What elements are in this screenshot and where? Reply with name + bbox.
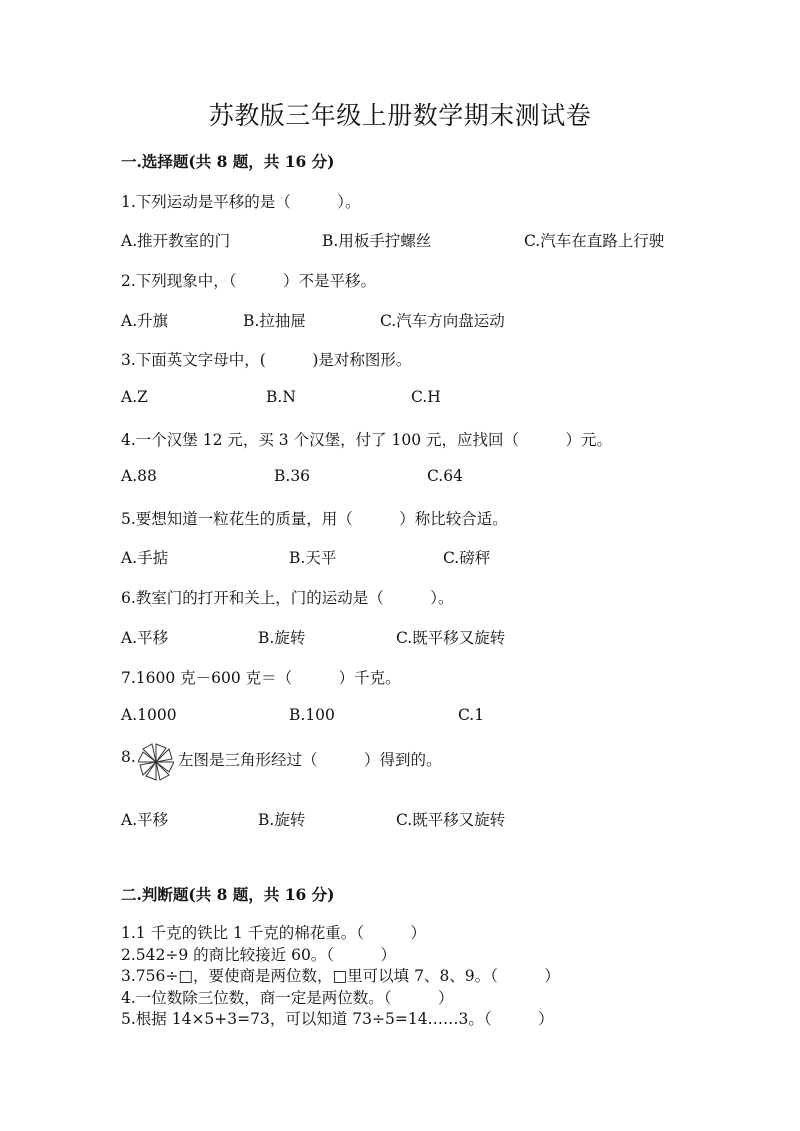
option-2a: A.升旗 <box>121 312 169 330</box>
question-7: 7.1600 克－600 克＝（ ）千克。 <box>121 669 401 687</box>
option-1b: B.用板手拧螺丝 <box>322 232 432 250</box>
option-6b: B.旋转 <box>258 629 306 647</box>
option-8c: C.既平移又旋转 <box>396 811 506 829</box>
option-3c: C.H <box>411 388 441 406</box>
option-2b: B.拉抽屉 <box>243 312 306 330</box>
question-8: 左图是三角形经过（ ）得到的。 <box>178 751 442 769</box>
question-1: 1.下列运动是平移的是（ ）。 <box>121 193 361 211</box>
option-5c: C.磅秤 <box>443 549 491 567</box>
option-7b: B.100 <box>289 706 335 724</box>
question-8-number: 8. <box>121 748 136 766</box>
option-3a: A.Z <box>121 388 148 406</box>
judgement-item-5: 5.根据 14×5+3=73，可以知道 73÷5=14……3。（ ） <box>121 1010 554 1028</box>
question-4: 4.一个汉堡 12 元，买 3 个汉堡，付了 100 元，应找回（ ）元。 <box>121 431 613 449</box>
section-heading-judgement: 二.判断题(共 8 题，共 16 分) <box>121 885 335 904</box>
option-6a: A.平移 <box>121 629 169 647</box>
option-1c: C.汽车在直路上行驶 <box>524 232 665 250</box>
option-7a: A.1000 <box>121 706 177 724</box>
judgement-item-1: 1.1 千克的铁比 1 千克的棉花重。（ ） <box>121 924 427 942</box>
option-6c: C.既平移又旋转 <box>396 629 506 647</box>
option-8a: A.平移 <box>121 811 169 829</box>
option-4b: B.36 <box>274 467 311 485</box>
option-2c: C.汽车方向盘运动 <box>380 312 505 330</box>
option-4c: C.64 <box>427 467 463 485</box>
option-4a: A.88 <box>121 467 157 485</box>
question-3: 3.下面英文字母中，( )是对称图形。 <box>121 351 412 369</box>
section-heading-choice: 一.选择题(共 8 题，共 16 分) <box>121 152 335 171</box>
option-5b: B.天平 <box>289 549 337 567</box>
option-1a: A.推开教室的门 <box>121 232 231 250</box>
question-6: 6.教室门的打开和关上，门的运动是（ ）。 <box>121 589 454 607</box>
judgement-item-2: 2.542÷9 的商比较接近 60。（ ） <box>121 946 397 964</box>
question-2: 2.下列现象中，（ ）不是平移。 <box>121 272 377 290</box>
judgement-item-4: 4.一位数除三位数，商一定是两位数。（ ） <box>121 989 454 1007</box>
question-5: 5.要想知道一粒花生的质量，用（ ）称比较合适。 <box>121 510 508 528</box>
judgement-item-3: 3.756÷□，要使商是两位数，□里可以填 7、8、9。（ ） <box>121 967 560 985</box>
option-8b: B.旋转 <box>258 811 306 829</box>
option-5a: A.手掂 <box>121 549 169 567</box>
option-7c: C.1 <box>458 706 485 724</box>
pinwheel-figure <box>138 742 174 782</box>
option-3b: B.N <box>266 388 296 406</box>
page-title: 苏教版三年级上册数学期末测试卷 <box>208 101 592 130</box>
